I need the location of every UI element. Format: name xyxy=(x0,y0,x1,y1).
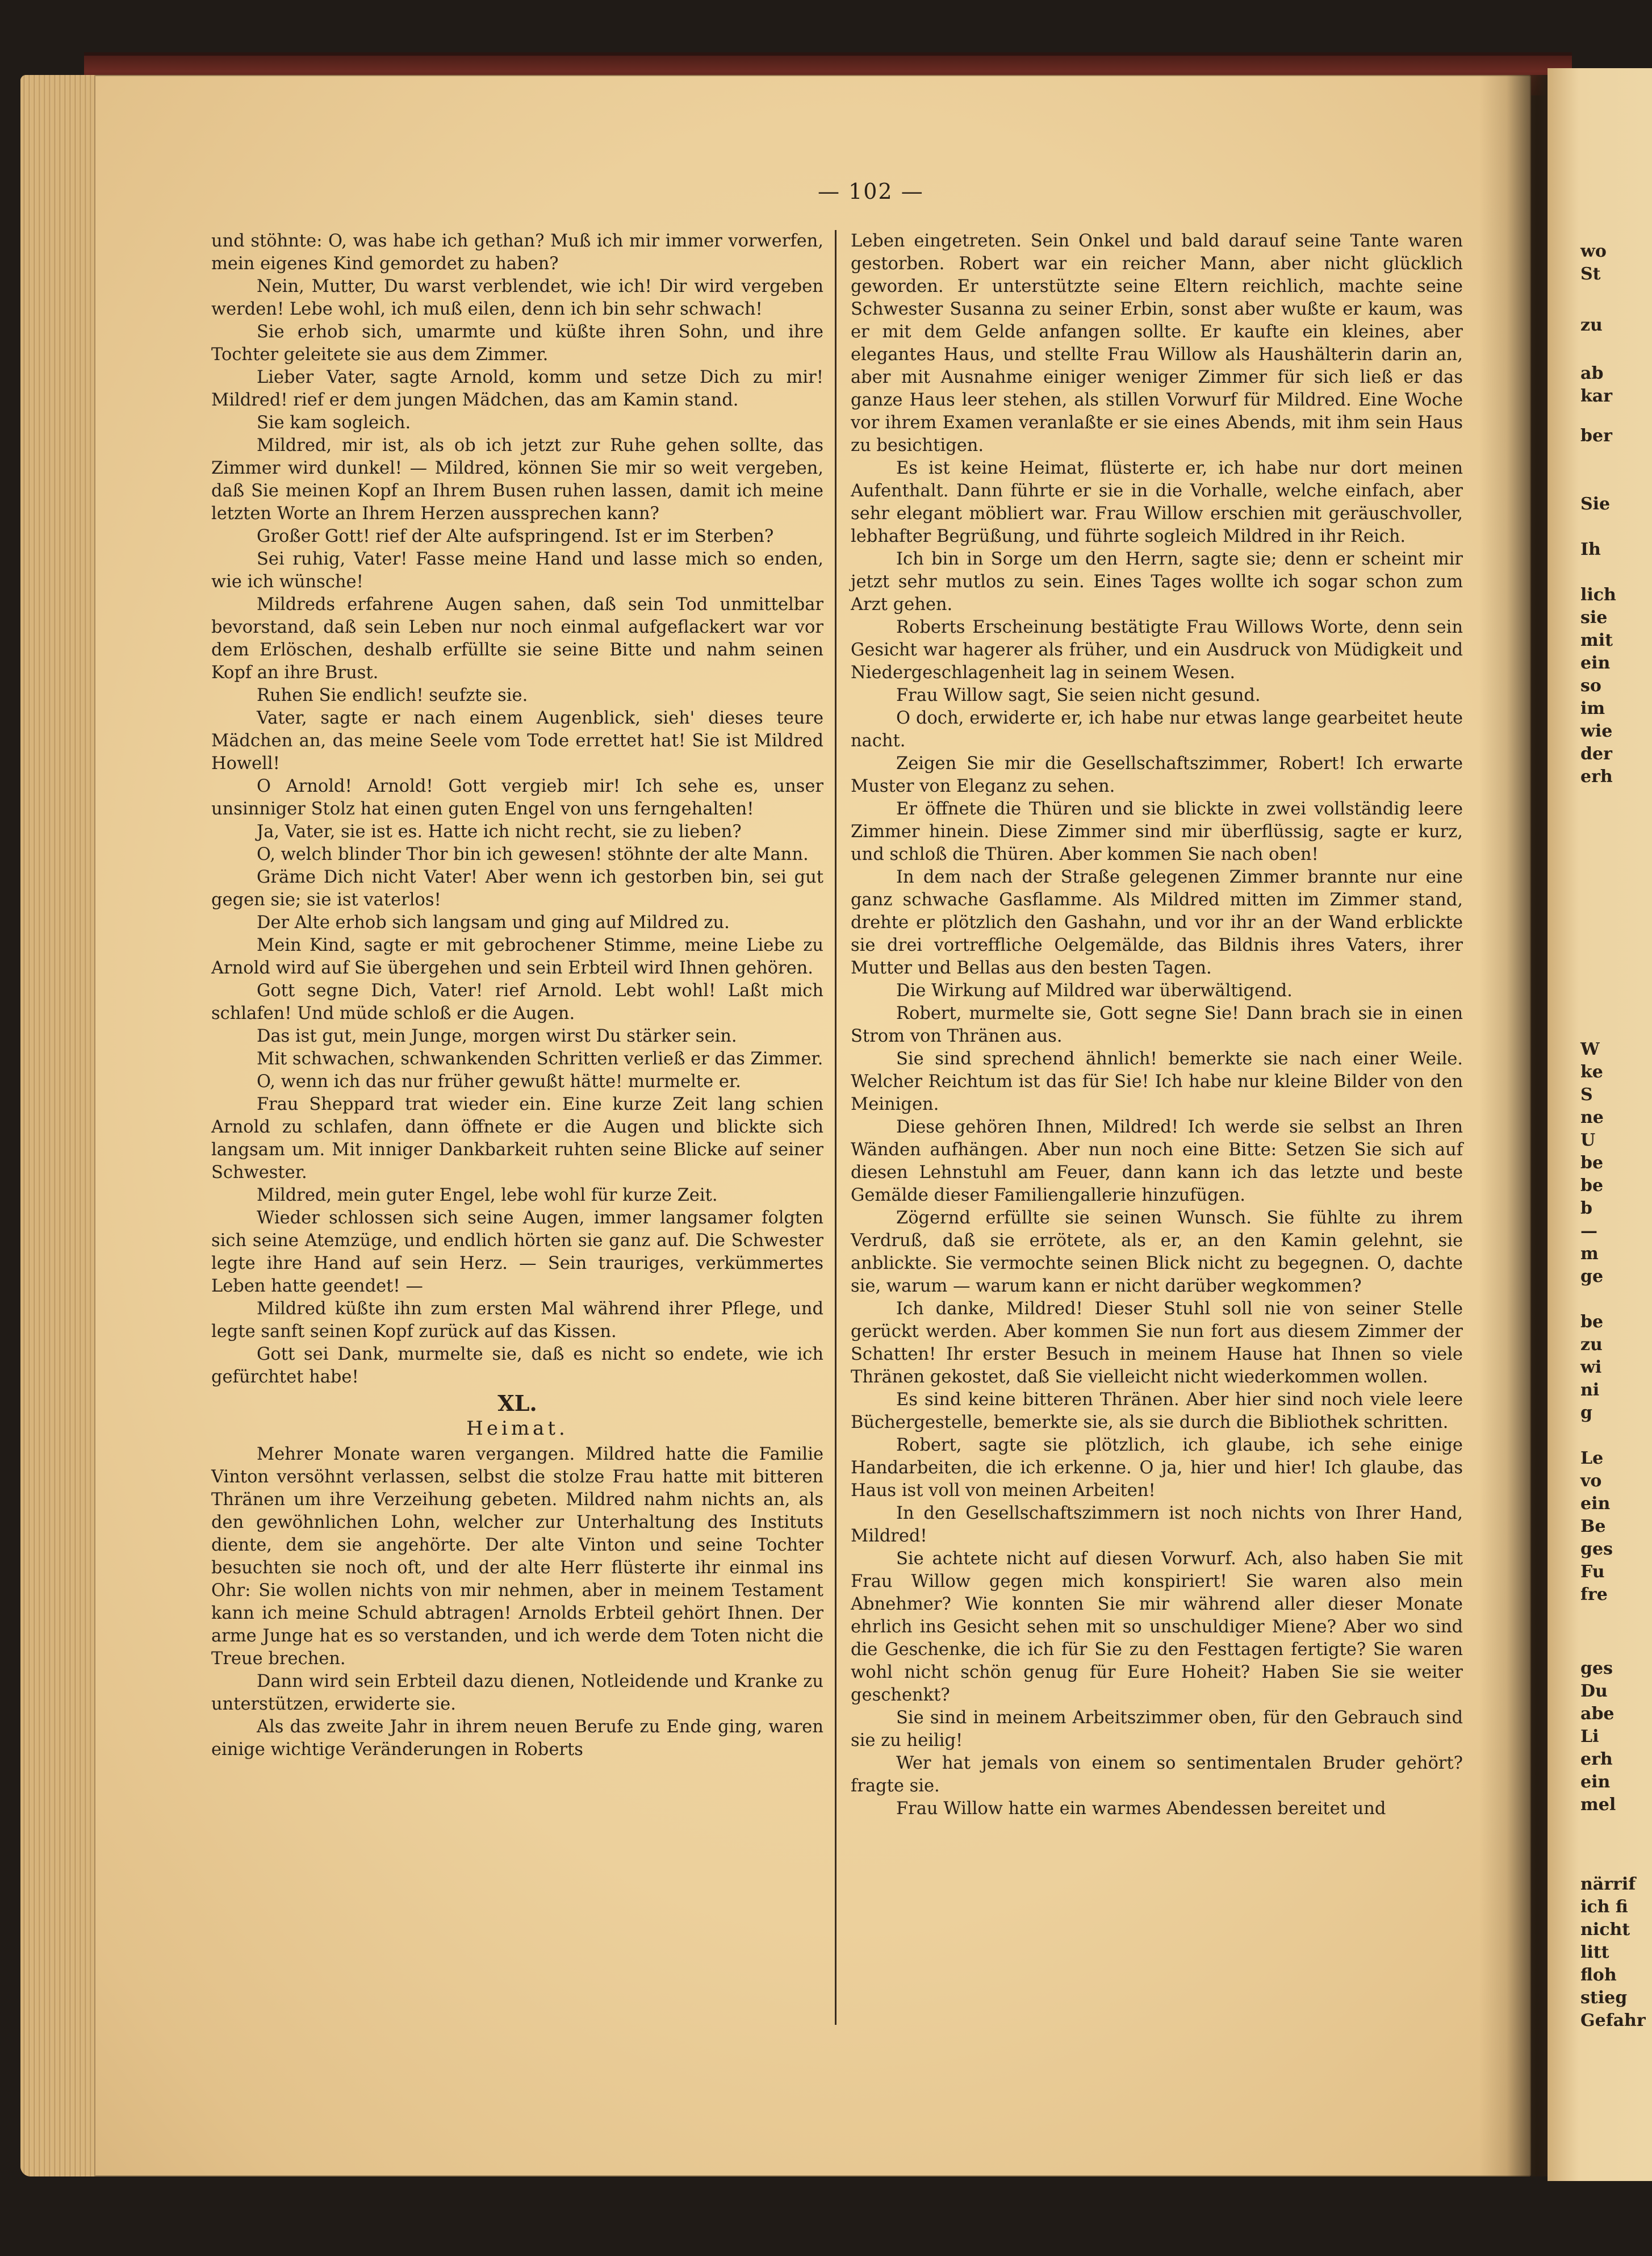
facing-page-text-fragment: ein xyxy=(1580,1494,1611,1514)
facing-page-text-fragment: Be xyxy=(1580,1516,1606,1536)
paragraph: O, welch blinder Thor bin ich gewesen! stöhnte der alte Mann. xyxy=(257,845,809,864)
paragraph: Mehrer Monate waren vergangen. Mildred hatte die Familie Vinton versöhnt verlassen, selbst die stolze Frau hatte mit bitteren Thränen um ihre Verzeihung gebeten. Mildred nahm nichts an, als den gewöhnlichen Lohn, welcher zur Unterhaltung des Instituts diente, dem sie angehörte. Der alte Vinton und seine Tochter besuchten sie noch oft, und der alte Herr flüsterte ihr einmal ins Ohr: Sie wollen nichts von mir nehmen, aber in meinem Testament kann ich meine Schuld abtragen! Arnolds Erbteil gehört Ihnen. Der arme Junge hat es so verstanden, und ich werde dem Toten nicht die Treue brechen. xyxy=(211,1444,823,1669)
facing-page-text-fragment: lich xyxy=(1580,585,1616,605)
paragraph: In den Gesellschaftszimmern ist noch nichts von Ihrer Hand, Mildred! xyxy=(851,1503,1463,1546)
facing-page-text-fragment: wi xyxy=(1580,1357,1602,1377)
facing-page-text-fragment: ber xyxy=(1580,426,1612,446)
facing-page-text-fragment: ke xyxy=(1580,1062,1603,1082)
chapter-title: Heimat. xyxy=(466,1417,568,1440)
facing-page-text-fragment: Le xyxy=(1580,1448,1604,1468)
facing-page-text-fragment: vo xyxy=(1580,1471,1602,1491)
paragraph: Robert, sagte sie plötzlich, ich glaube, ich sehe einige Handarbeiten, die ich erkenne. O ja, hier und hier! Ich glaube, das Haus ist voll von meinen Arbeiten! xyxy=(851,1435,1463,1501)
paragraph: Sie erhob sich, umarmte und küßte ihren Sohn, und ihre Tochter geleitete sie aus dem Zimmer. xyxy=(211,322,823,365)
paragraph: Wieder schlossen sich seine Augen, immer langsamer folgten sich seine Atemzüge, und endlich hörten sie ganz auf. Die Schwester legte ihre Hand auf sein Herz. — Sein trauriges, verkümmertes Leben hatte geendet! — xyxy=(211,1208,823,1296)
paragraph: Gott segne Dich, Vater! rief Arnold. Lebt wohl! Laßt mich schlafen! Und müde schloß er die Augen. xyxy=(211,981,823,1023)
paragraph: Die Wirkung auf Mildred war überwältigend. xyxy=(896,981,1293,1001)
facing-page-text-fragment: ne xyxy=(1580,1108,1604,1127)
facing-page-text-fragment: be xyxy=(1580,1153,1604,1173)
paragraph: Frau Sheppard trat wieder ein. Eine kurze Zeit lang schien Arnold zu schlafen, dann öffnete er die Augen und blickte sich langsam um. Mit inniger Dankbarkeit ruhten seine Blicke auf seiner Schwester. xyxy=(211,1094,823,1183)
facing-page-text-fragment: ab xyxy=(1580,364,1604,383)
page-number: — 102 — xyxy=(818,179,924,204)
paragraph: Sei ruhig, Vater! Fasse meine Hand und lasse mich so enden, wie ich wünsche! xyxy=(211,549,823,592)
paragraph: Der Alte erhob sich langsam und ging auf Mildred zu. xyxy=(257,913,730,933)
facing-page-text-fragment: abe xyxy=(1580,1704,1615,1724)
paragraph: Roberts Erscheinung bestätigte Frau Willows Worte, denn sein Gesicht war hagerer als früher, und ein Ausdruck von Müdigkeit und Niedergeschlagenheit lag in seinem Wesen. xyxy=(851,617,1463,683)
paragraph: Sie kam sogleich. xyxy=(257,413,411,433)
facing-page-text-fragment: erh xyxy=(1580,1749,1613,1769)
paragraph: Nein, Mutter, Du warst verblendet, wie ich! Dir wird vergeben werden! Lebe wohl, ich muß eilen, denn ich bin sehr schwach! xyxy=(211,277,823,319)
paragraph: Es sind keine bitteren Thränen. Aber hier sind noch viele leere Büchergestelle, bemerkte sie, als sie durch die Bibliothek schritten. xyxy=(851,1390,1463,1432)
facing-page-text-fragment: Sie xyxy=(1580,494,1611,514)
facing-page-text-fragment: ges xyxy=(1580,1658,1613,1678)
facing-page-text-fragment: m xyxy=(1580,1244,1599,1264)
facing-page-text-fragment: Ih xyxy=(1580,540,1601,559)
right-column xyxy=(851,230,1463,1820)
paragraph: Mit schwachen, schwankenden Schritten verließ er das Zimmer. xyxy=(257,1049,823,1069)
facing-page-text-fragment: Li xyxy=(1580,1727,1599,1747)
paragraph: Mein Kind, sagte er mit gebrochener Stimme, meine Liebe zu Arnold wird auf Sie übergehen und sein Erbteil wird Ihnen gehören. xyxy=(211,935,823,978)
paragraph: Sie sind in meinem Arbeitszimmer oben, für den Gebrauch sind sie zu heilig! xyxy=(851,1708,1463,1751)
paragraph: Mildred, mir ist, als ob ich jetzt zur Ruhe gehen sollte, das Zimmer wird dunkel! — Mildred, können Sie mir so weit vergeben, daß Sie meinen Kopf an Ihrem Busen ruhen lassen, damit ich meine letzten Worte an Ihrem Herzen aussprechen kann? xyxy=(211,436,823,524)
paragraph: Leben eingetreten. Sein Onkel und bald darauf seine Tante waren gestorben. Robert war ein reicher Mann, aber nicht glücklich geworden. Er unterstützte seine Eltern reichlich, machte seine Schwester Susanna zu seiner Erbin, sonst aber wußte er kaum, was er mit dem Gelde anfangen sollte. Er kaufte ein kleines, aber elegantes Haus, und stellte Frau Willow als Haushälterin darin an, aber mit Ausnahme einiger weniger Zimmer für sich ließ er das ganze Haus leer stehen, als stillen Vorwurf für Mildred. Eine Woche vor ihrem Examen veranlaßte er sie eines Abends, mit ihm sein Haus zu besichtigen. xyxy=(851,231,1463,456)
paragraph: Das ist gut, mein Junge, morgen wirst Du stärker sein. xyxy=(257,1026,737,1046)
paragraph: Als das zweite Jahr in ihrem neuen Berufe zu Ende ging, waren einige wichtige Veränderungen in Roberts xyxy=(211,1717,823,1760)
facing-page-text-fragment: kar xyxy=(1580,386,1613,406)
paragraph: Dann wird sein Erbteil dazu dienen, Notleidende und Kranke zu unterstützen, erwiderte sie. xyxy=(211,1672,823,1714)
left-column xyxy=(211,230,823,1761)
paragraph: Frau Willow hatte ein warmes Abendessen bereitet und xyxy=(896,1799,1386,1819)
paragraph: Mildred küßte ihn zum ersten Mal während ihrer Pflege, und legte sanft seinen Kopf zurück auf das Kissen. xyxy=(211,1299,823,1342)
facing-page-text-fragment: ein xyxy=(1580,653,1611,673)
facing-page-text-fragment: zu xyxy=(1580,1335,1603,1355)
facing-page-text-fragment: be xyxy=(1580,1312,1604,1332)
facing-page-text-fragment: ges xyxy=(1580,1539,1613,1559)
paragraph: Frau Willow sagt, Sie seien nicht gesund. xyxy=(896,686,1261,705)
facing-page-text-fragment: litt xyxy=(1580,1942,1609,1962)
paragraph: Gott sei Dank, murmelte sie, daß es nicht so endete, wie ich gefürchtet habe! xyxy=(211,1344,823,1387)
facing-page-text-fragment: Fu xyxy=(1580,1562,1605,1582)
facing-page-text-fragment: floh xyxy=(1580,1965,1617,1985)
facing-page-text-fragment: ni xyxy=(1580,1380,1600,1400)
facing-page-text-fragment: so xyxy=(1580,676,1601,696)
paragraph: O, wenn ich das nur früher gewußt hätte! murmelte er. xyxy=(257,1072,741,1092)
facing-page-text-fragment: Gefahr xyxy=(1580,2011,1646,2031)
facing-page-text-fragment: g xyxy=(1580,1403,1592,1423)
paragraph: Robert, murmelte sie, Gott segne Sie! Dann brach sie in einen Strom von Thränen aus. xyxy=(851,1004,1463,1046)
paragraph: und stöhnte: O, was habe ich gethan? Muß ich mir immer vorwerfen, mein eigenes Kind gemordet zu haben? xyxy=(211,231,823,274)
facing-page-text-fragment: mit xyxy=(1580,630,1613,650)
facing-page-text-fragment: W xyxy=(1580,1039,1600,1059)
facing-page-text-fragment: sie xyxy=(1580,608,1608,628)
facing-page-fragment xyxy=(1548,68,1652,2181)
facing-page-text-fragment: stieg xyxy=(1580,1988,1628,2008)
paragraph: O Arnold! Arnold! Gott vergieb mir! Ich sehe es, unser unsinniger Stolz hat einen guten Engel von uns ferngehalten! xyxy=(211,776,823,819)
paragraph: Mildred, mein guter Engel, lebe wohl für kurze Zeit. xyxy=(257,1185,718,1205)
paragraph: Zögernd erfüllte sie seinen Wunsch. Sie fühlte zu ihrem Verdruß, daß sie errötete, als er, an den Kamin gelehnt, sie anblickte. Sie vermochte seinen Blick nicht zu begegnen. O, dachte sie, warum — warum kann er nicht darüber wegkommen? xyxy=(851,1208,1463,1296)
paragraph: Ja, Vater, sie ist es. Hatte ich nicht recht, sie zu lieben? xyxy=(257,822,742,842)
paragraph: Sie achtete nicht auf diesen Vorwurf. Ach, also haben Sie mit Frau Willow gegen mich konspiriert! Sie waren also mein Abnehmer? Wie konnten Sie mir während aller dieser Monate ehrlich ins Gesicht sehen mit so unschuldiger Miene? Aber wo sind die Geschenke, die ich für Sie zu den Festtagen fertigte? Sie waren wohl nicht schön genug für Eure Hoheit? Haben Sie sie weiter geschenkt? xyxy=(851,1549,1463,1705)
facing-page-text-fragment: im xyxy=(1580,699,1605,718)
facing-page-text-fragment: b xyxy=(1580,1198,1592,1218)
paragraph: O doch, erwiderte er, ich habe nur etwas lange gearbeitet heute nacht. xyxy=(851,708,1463,751)
page-stack-edges xyxy=(20,75,95,2176)
paragraph: Wer hat jemals von einem so sentimentalen Bruder gehört? fragte sie. xyxy=(851,1753,1463,1796)
facing-page-text-fragment: ein xyxy=(1580,1772,1611,1792)
chapter-number: XL. xyxy=(497,1390,537,1416)
column-divider xyxy=(835,230,837,2025)
facing-page-text-fragment: be xyxy=(1580,1176,1604,1196)
facing-page-text-fragment: wie xyxy=(1580,721,1613,741)
paragraph: Großer Gott! rief der Alte aufspringend. Ist er im Sterben? xyxy=(257,527,774,546)
facing-page-text-fragment: ge xyxy=(1580,1267,1604,1286)
facing-page-text-fragment: Du xyxy=(1580,1681,1608,1701)
paragraph: Vater, sagte er nach einem Augenblick, sieh' dieses teure Mädchen an, das meine Seele vom Tode errettet hat! Sie ist Mildred Howell! xyxy=(211,708,823,774)
paragraph: Zeigen Sie mir die Gesellschaftszimmer, Robert! Ich erwarte Muster von Eleganz zu sehen. xyxy=(851,754,1463,796)
paragraph: Mildreds erfahrene Augen sahen, daß sein Tod unmittelbar bevorstand, daß sein Leben nur noch einmal aufgeflackert war vor dem Erlöschen, deshalb erfüllte sie seine Bitte und nahm seinen Kopf an ihre Brust. xyxy=(211,595,823,683)
paragraph: Diese gehören Ihnen, Mildred! Ich werde sie selbst an Ihren Wänden aufhängen. Aber nun noch eine Bitte: Setzen Sie sich auf diesen Lehnstuhl am Feuer, dann kann ich das letzte und beste Gemälde dieser Familiengallerie hinzufügen. xyxy=(851,1117,1463,1205)
facing-page-text-fragment: wo xyxy=(1580,241,1607,261)
paragraph: In dem nach der Straße gelegenen Zimmer brannte nur eine ganz schwache Gasflamme. Als Mildred mitten im Zimmer stand, drehte er plötzlich den Gashahn, und vor ihr an der Wand erblickte sie drei vortreffliche Oelgemälde, das Bildnis ihres Vaters, ihrer Mutter und Bellas aus den besten Tagen. xyxy=(851,867,1463,978)
paragraph: Ich danke, Mildred! Dieser Stuhl soll nie von seiner Stelle gerückt werden. Aber kommen Sie nun fort aus diesem Zimmer der Schatten! Ihr erster Besuch in meinem Hause hat Ihnen so viele Thränen gekostet, daß Sie vielleicht nicht wiederkommen wollen. xyxy=(851,1299,1463,1387)
facing-page-text-fragment: fre xyxy=(1580,1585,1608,1605)
paragraph: Es ist keine Heimat, flüsterte er, ich habe nur dort meinen Aufenthalt. Dann führte er sie in die Vorhalle, welche einfach, aber sehr elegant möbliert war. Frau Willow erschien mit geräuschvoller, lebhafter Begrüßung, und führte sogleich Mildred in ihr Reich. xyxy=(851,458,1463,546)
paragraph: Lieber Vater, sagte Arnold, komm und setze Dich zu mir! Mildred! rief er dem jungen Mädchen, das am Kamin stand. xyxy=(211,367,823,410)
facing-page-text-fragment: der xyxy=(1580,744,1612,764)
facing-page-text-fragment: mel xyxy=(1580,1795,1616,1815)
paragraph: Ruhen Sie endlich! seufzte sie. xyxy=(257,686,528,705)
facing-page-text-fragment: zu xyxy=(1580,315,1603,335)
facing-page-text-fragment: — xyxy=(1580,1221,1597,1241)
facing-page-text-fragment: närrif xyxy=(1580,1874,1636,1894)
paragraph: Gräme Dich nicht Vater! Aber wenn ich gestorben bin, sei gut gegen sie; sie ist vaterlos! xyxy=(211,867,823,910)
paragraph: Er öffnete die Thüren und sie blickte in zwei vollständig leere Zimmer hinein. Diese Zimmer sind mir überflüssig, sagte er kurz, und schloß die Thüren. Aber kommen Sie nach oben! xyxy=(851,799,1463,864)
facing-page-text-fragment: erh xyxy=(1580,767,1613,787)
facing-page-text-fragment: U xyxy=(1580,1130,1596,1150)
paragraph: Ich bin in Sorge um den Herrn, sagte sie; denn er scheint mir jetzt sehr mutlos zu sein. Eines Tages wollte ich sogar schon zum Arzt gehen. xyxy=(851,549,1463,615)
facing-page-text-fragment: nicht xyxy=(1580,1920,1630,1940)
facing-page-text-fragment: ich fi xyxy=(1580,1897,1628,1917)
facing-page-text-fragment: S xyxy=(1580,1085,1593,1105)
paragraph: Sie sind sprechend ähnlich! bemerkte sie nach einer Weile. Welcher Reichtum ist das für Sie! Ich habe nur kleine Bilder von den Meinigen. xyxy=(851,1049,1463,1114)
facing-page-text-fragment: St xyxy=(1580,264,1601,284)
book-gutter-shadow xyxy=(1479,75,1548,2176)
